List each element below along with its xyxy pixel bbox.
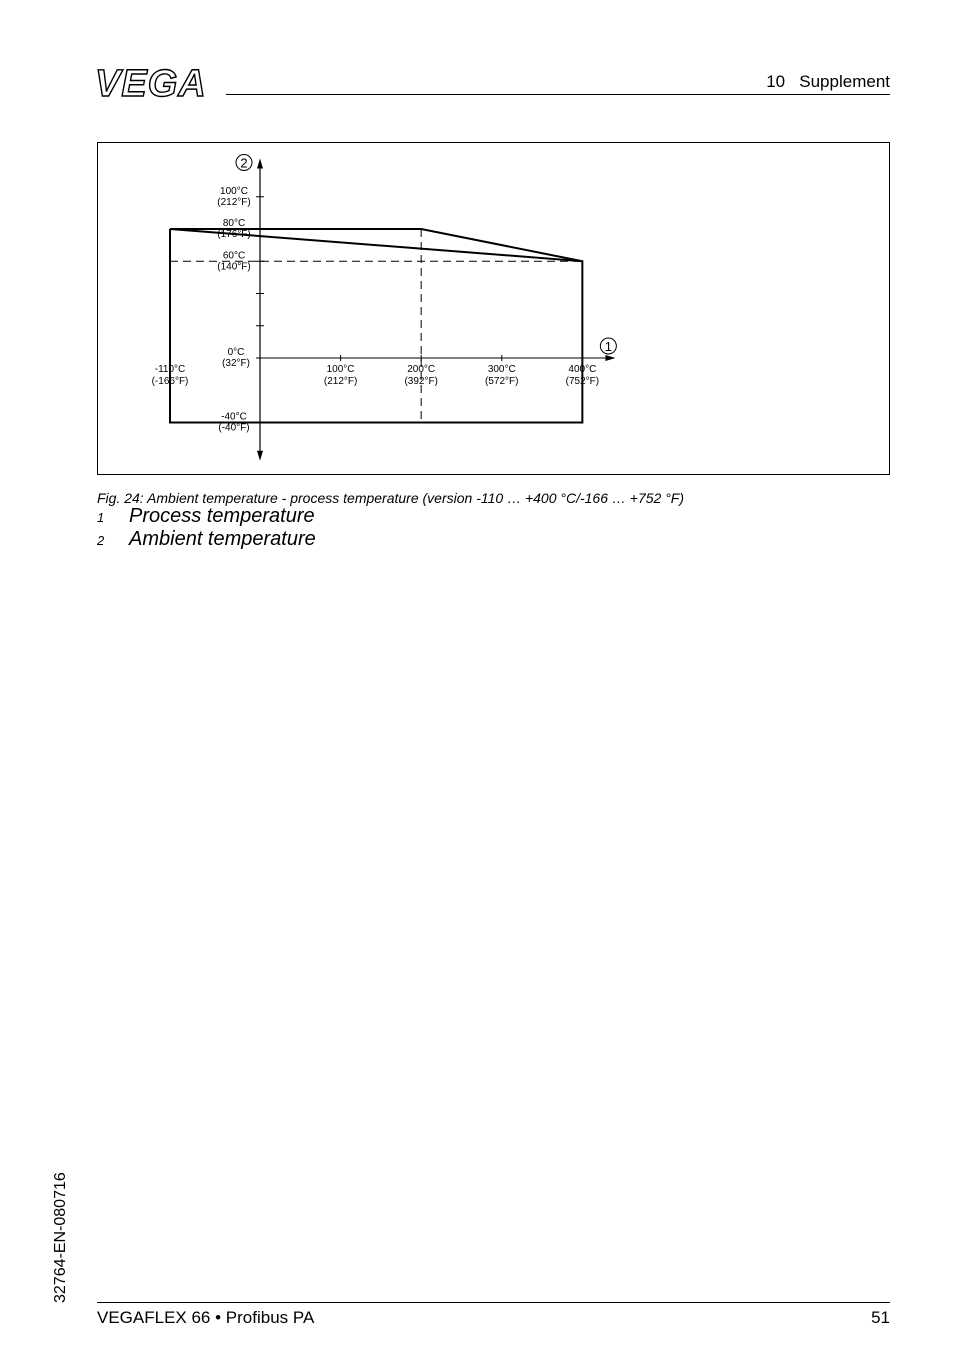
vega-logo <box>95 64 215 100</box>
legend-number: 2 <box>97 533 105 548</box>
logo-text: VEGA <box>95 64 207 100</box>
y-axis-arrow-up <box>257 159 263 169</box>
x-tick-label: 100°C <box>326 364 355 375</box>
footer-rule <box>97 1302 890 1303</box>
x-tick-label: 400°C <box>568 364 597 375</box>
y-tick-label-fahrenheit: (-40°F) <box>218 422 250 434</box>
x-axis-arrow <box>605 355 615 361</box>
legend-item-ambient <box>97 528 316 551</box>
x-tick-label: 300°C <box>487 364 516 375</box>
x-tick-label-fahrenheit: (572°F) <box>485 376 519 387</box>
legend-label: Process temperature <box>129 505 315 527</box>
temperature-chart <box>98 143 889 474</box>
y-tick-label: 0°C <box>227 347 245 358</box>
document-id: 32764-EN-080716 <box>52 1172 69 1303</box>
y-tick-label-fahrenheit: (140°F) <box>217 261 251 273</box>
x-tick-label: -110°C <box>154 364 186 375</box>
y-tick-label: 60°C <box>222 250 246 262</box>
footer-product: VEGAFLEX 66 • Profibus PA <box>97 1308 315 1327</box>
x-tick-label-fahrenheit: (392°F) <box>404 376 438 387</box>
legend-label: Ambient temperature <box>129 528 316 550</box>
ambient-axis-marker: 2 <box>240 155 248 171</box>
section-title: 10 Supplement <box>766 72 890 91</box>
y-tick-label: 100°C <box>220 185 248 197</box>
y-tick-label-fahrenheit: (212°F) <box>217 196 251 208</box>
process-axis-marker: 1 <box>604 339 612 354</box>
x-tick-label-fahrenheit: (212°F) <box>323 376 358 387</box>
x-tick-label: 200°C <box>407 364 436 375</box>
y-axis-arrow-down <box>257 451 263 461</box>
legend-item-process <box>97 505 315 528</box>
figure-caption: Fig. 24: Ambient temperature - process temperature (version -110 … +400 °C/-166 … +752 °F) <box>97 490 685 506</box>
figure-frame <box>97 142 890 475</box>
y-tick-label: -40°C <box>221 411 247 423</box>
x-tick-label-fahrenheit: (752°F) <box>565 376 600 387</box>
page-number: 51 <box>871 1308 890 1327</box>
y-tick-label-fahrenheit: (32°F) <box>222 358 250 369</box>
y-tick-label: 80°C <box>222 218 246 229</box>
header-rule <box>226 94 890 95</box>
legend-number: 1 <box>97 510 105 525</box>
x-tick-label-fahrenheit: (-166°F) <box>151 376 189 387</box>
y-tick-label-fahrenheit: (176°F) <box>217 229 251 240</box>
